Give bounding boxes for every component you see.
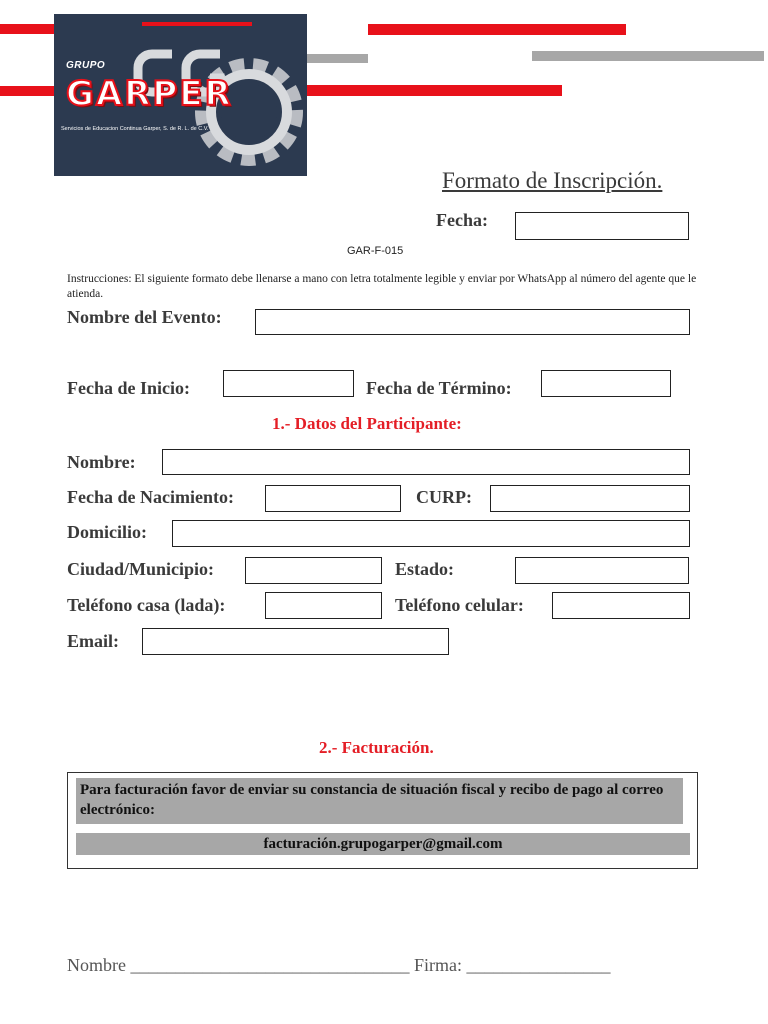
header-gray-bar-mid: [300, 54, 368, 63]
end-date-label: Fecha de Término:: [366, 378, 512, 398]
curp-field[interactable]: [490, 485, 690, 512]
curp-label: CURP:: [416, 487, 472, 507]
header-red-bar-left-top: [0, 24, 60, 34]
cell-phone-label: Teléfono celular:: [395, 595, 524, 615]
page-title: Formato de Inscripción.: [442, 168, 663, 193]
billing-box: [67, 772, 698, 869]
logo-name-text: GARPER: [66, 74, 233, 114]
home-phone-label: Teléfono casa (lada):: [67, 595, 226, 615]
state-label: Estado:: [395, 559, 455, 579]
header-red-bar-left-bottom: [0, 86, 60, 96]
form-code: GAR-F-015: [347, 245, 404, 257]
name-label: Nombre:: [67, 452, 136, 472]
event-name-label: Nombre del Evento:: [67, 307, 222, 327]
date-field[interactable]: [515, 212, 689, 240]
instructions-text: Instrucciones: El siguiente formato debe llenarse a mano con letra totalmente legible y enviar por WhatsApp al número del agente que le atienda.: [67, 273, 697, 300]
birthdate-label: Fecha de Nacimiento:: [67, 487, 234, 507]
cell-phone-field[interactable]: [552, 592, 690, 619]
start-date-label: Fecha de Inicio:: [67, 378, 190, 398]
address-label: Domicilio:: [67, 522, 147, 542]
email-field[interactable]: [142, 628, 449, 655]
event-name-field[interactable]: [255, 309, 690, 335]
end-date-field[interactable]: [541, 370, 671, 397]
date-label: Fecha:: [436, 210, 488, 230]
company-logo: [54, 14, 307, 176]
logo-subtitle: Servicios de Educacion Continua Garper, S. de R. L. de C.V.: [61, 126, 209, 132]
billing-instructions: Para facturación favor de enviar su constancia de situación fiscal y recibo de pago al correo electrónico:: [76, 778, 683, 824]
billing-section-title: 2.- Facturación.: [319, 738, 434, 757]
header-gray-bar-right: [532, 51, 764, 61]
city-label: Ciudad/Municipio:: [67, 559, 215, 579]
participant-section-title: 1.- Datos del Participante:: [272, 414, 462, 433]
header-red-bar-bottom: [307, 85, 562, 96]
name-field[interactable]: [162, 449, 690, 475]
city-field[interactable]: [245, 557, 382, 584]
start-date-field[interactable]: [223, 370, 354, 397]
birthdate-field[interactable]: [265, 485, 401, 512]
address-field[interactable]: [172, 520, 690, 547]
email-label: Email:: [67, 631, 119, 651]
state-field[interactable]: [515, 557, 689, 584]
home-phone-field[interactable]: [265, 592, 382, 619]
signature-line[interactable]: Nombre _______________________________ Firma: ________________: [67, 955, 611, 975]
logo-grupo-text: GRUPO: [66, 60, 106, 71]
header-red-bar-top: [368, 24, 626, 35]
billing-email: facturación.grupogarper@gmail.com: [76, 833, 690, 855]
